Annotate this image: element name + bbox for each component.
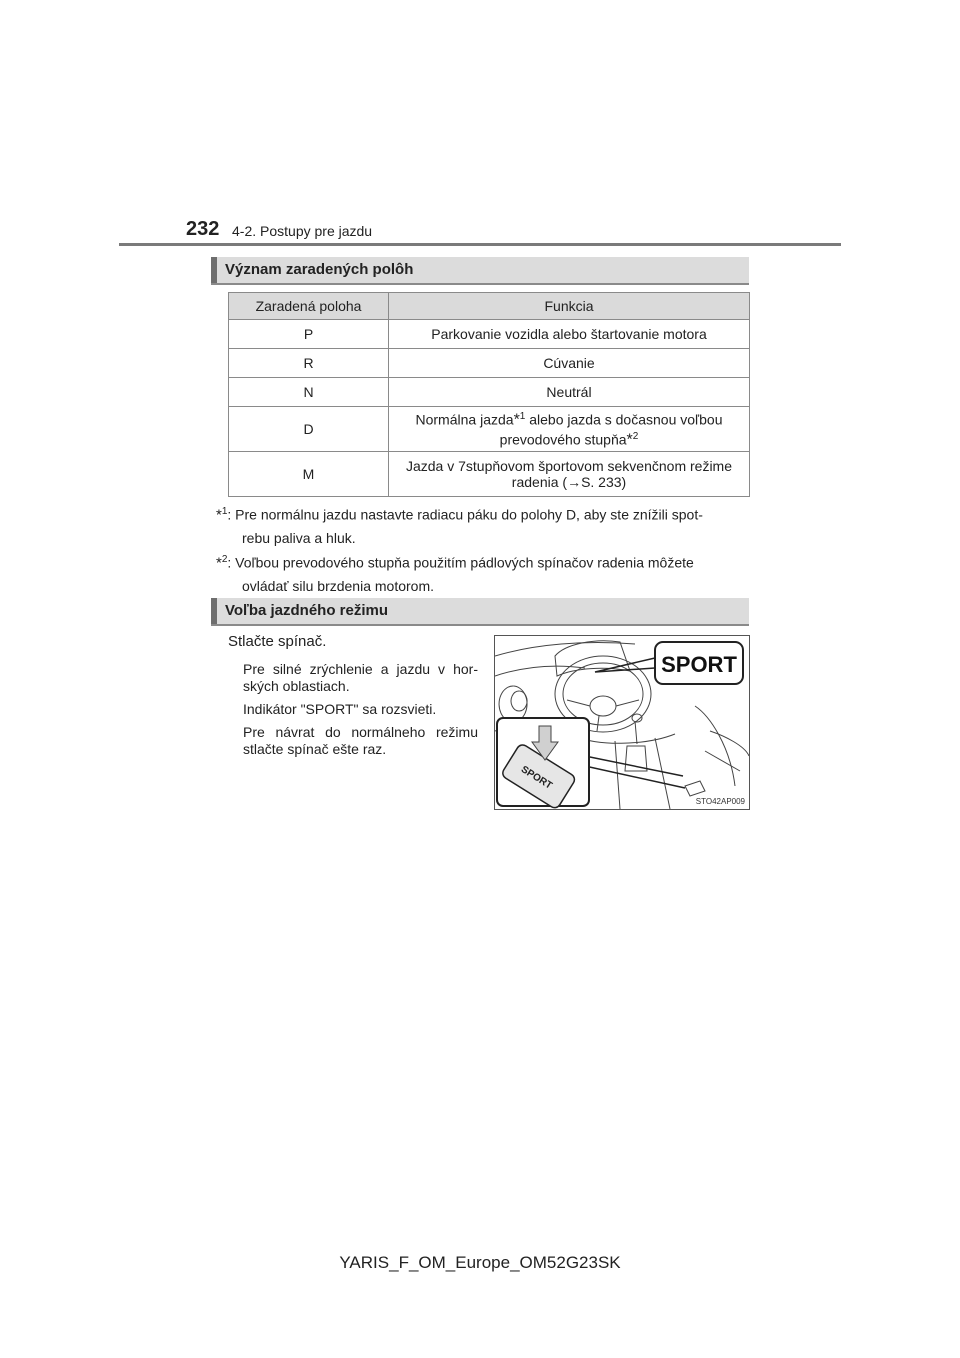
table-header-function: Funkcia	[389, 293, 750, 320]
function-cell: Parkovanie vozidla alebo štartovanie motora	[389, 320, 750, 349]
section-heading-drive-mode	[211, 598, 749, 626]
header-rule	[119, 243, 841, 246]
table-row	[229, 349, 750, 378]
position-cell: N	[229, 378, 389, 407]
footnote-2	[216, 549, 750, 597]
shift-position-table	[228, 292, 750, 497]
function-cell: Cúvanie	[389, 349, 750, 378]
footnote-text: : Pre normálnu jazdu nastavte radiacu páku do polohy D, aby ste znížili spot-	[227, 506, 703, 523]
table-row	[229, 320, 750, 349]
page-number: 232	[186, 218, 220, 240]
arrow-icon: →	[567, 474, 582, 490]
position-cell: M	[229, 452, 389, 497]
function-text: Normálna jazda	[415, 412, 514, 428]
function-text: Jazda v 7stupňovom športovom sekvenčnom režime	[405, 458, 733, 474]
sport-callout-label: SPORT	[661, 652, 737, 677]
note-text: Indikátor "SPORT" sa rozsvieti.	[243, 701, 437, 717]
position-cell: P	[229, 320, 389, 349]
note-text: Pre silné zrýchlenie a jazdu v hor-ských oblastiach.	[243, 661, 478, 694]
note-text: Pre návrat do normálneho režimu stlačte spínač ešte raz.	[243, 724, 478, 757]
footnote-star: *	[513, 412, 520, 429]
section-heading-positions	[211, 257, 749, 285]
footnote-marker: 1	[221, 506, 228, 517]
step-instruction: Stlačte spínač.	[228, 633, 327, 650]
function-cell: Neutrál	[389, 378, 750, 407]
table-header-position: Zaradená poloha	[229, 293, 389, 320]
function-text: alebo jazda s dočasnou voľbou	[525, 412, 723, 428]
footnote-star: *	[216, 554, 222, 572]
illustration-code: STO42AP009	[695, 797, 745, 806]
footnote-marker: 2	[221, 554, 228, 565]
table-row	[229, 452, 750, 497]
footnote-star: *	[626, 431, 633, 449]
table-row	[229, 378, 750, 407]
footnote-text: ovládať silu brzdenia motorom.	[242, 577, 435, 594]
position-cell: R	[229, 349, 389, 378]
function-cell	[389, 452, 750, 497]
sport-switch-label: SPORT	[518, 764, 554, 792]
footnote-ref: 2	[632, 431, 639, 442]
footer-doc-id: YARIS_F_OM_Europe_OM52G23SK	[339, 1253, 621, 1272]
section-title: 4-2. Postupy pre jazdu	[232, 223, 373, 239]
footnote-star: *	[216, 506, 222, 524]
footnote-text: : Voľbou prevodového stupňa použitím pádlových spínačov radenia môžete	[227, 554, 694, 571]
section-heading-text: Význam zaradených polôh	[225, 261, 414, 278]
footnote-1	[216, 501, 750, 549]
dashboard-drawing	[495, 636, 749, 809]
position-cell: D	[229, 407, 389, 452]
footnote-ref: 1	[519, 411, 526, 423]
page-reference-link[interactable]: S. 233)	[581, 474, 627, 490]
sport-switch-illustration	[494, 635, 750, 810]
table-row	[229, 407, 750, 452]
table-header-row	[229, 293, 750, 320]
function-text: radenia (	[511, 474, 568, 490]
section-heading-text: Voľba jazdného režimu	[225, 602, 389, 619]
footnote-text: rebu paliva a hluk.	[242, 529, 356, 546]
function-text: prevodového stupňa	[499, 431, 627, 448]
function-cell	[389, 407, 750, 452]
